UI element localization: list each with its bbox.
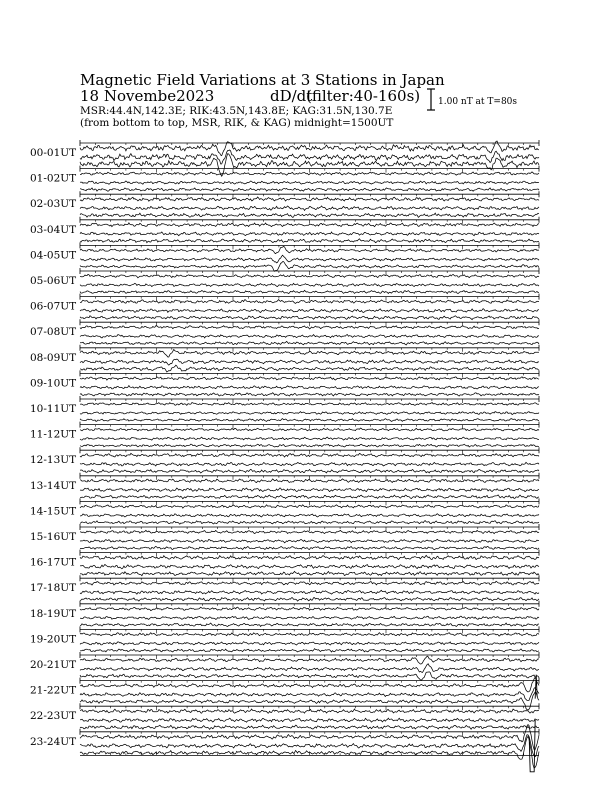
hour-rows [30, 140, 539, 772]
hour-row [30, 217, 539, 243]
hour-row [30, 345, 539, 372]
row-label: 09-10UT [30, 377, 77, 390]
chart-quantity: dD/dt [270, 87, 313, 105]
trace-msr [80, 469, 539, 473]
row-label: 23-24UT [30, 735, 77, 748]
chart-order-note: (from bottom to top, MSR, RIK, & KAG) midnight=1500UT [80, 117, 394, 129]
trace-msr [80, 262, 539, 272]
trace-rik [80, 412, 539, 415]
hour-row [30, 396, 539, 421]
trace-msr [80, 623, 539, 627]
trace-kag [80, 403, 539, 406]
trace-rik [80, 664, 539, 673]
row-label: 03-04UT [30, 223, 77, 236]
chart-filter: (filter:40-160s) [306, 87, 421, 105]
row-label: 15-16UT [30, 531, 77, 543]
trace-msr [80, 571, 539, 575]
hour-row [30, 242, 539, 271]
hour-row [30, 498, 539, 524]
row-label: 14-15UT [30, 505, 77, 518]
hour-row [30, 268, 539, 294]
trace-msr [80, 444, 539, 447]
row-label: 18-19UT [30, 607, 77, 620]
row-label: 06-07UT [30, 300, 77, 313]
hour-row [30, 294, 539, 320]
trace-msr [80, 239, 539, 243]
hour-row [30, 166, 539, 192]
trace-rik [80, 283, 539, 286]
trace-rik [80, 206, 539, 210]
chart-date: 18 Novembe2023 [80, 87, 215, 105]
row-label: 11-12UT [30, 428, 77, 441]
hour-row [30, 601, 539, 627]
hour-row [30, 652, 539, 680]
row-label: 22-23UT [30, 710, 77, 723]
hour-row [30, 626, 539, 652]
chart-header [80, 71, 517, 129]
trace-rik [80, 539, 539, 542]
trace-rik [80, 335, 539, 338]
trace-msr [80, 672, 539, 680]
hour-row [30, 725, 539, 768]
trace-rik [80, 181, 539, 184]
trace-msr [80, 290, 539, 293]
chart-stations: MSR:44.4N,142.3E; RIK:43.5N,143.8E; KAG:31.5N,130.7E [80, 105, 393, 117]
trace-rik [80, 437, 539, 440]
trace-msr [80, 495, 539, 499]
hour-row [30, 422, 539, 447]
row-label: 04-05UT [30, 249, 77, 262]
trace-rik [80, 514, 539, 517]
trace-rik [80, 590, 539, 594]
row-label: 20-21UT [30, 659, 77, 671]
trace-msr [80, 365, 539, 372]
scale-label: 1.00 nT at T=80s [438, 97, 518, 107]
trace-msr [80, 213, 539, 217]
scale-bar [427, 89, 517, 110]
row-label: 08-09UT [30, 351, 77, 364]
hour-row [30, 703, 539, 729]
trace-rik [80, 309, 539, 313]
hour-row [30, 370, 539, 396]
row-label: 13-14UT [30, 479, 77, 492]
trace-rik [80, 232, 539, 236]
trace-rik [80, 718, 539, 722]
row-label: 19-20UT [30, 633, 77, 646]
trace-rik [80, 642, 539, 645]
trace-msr [80, 419, 539, 422]
row-label: 07-08UT [30, 326, 77, 339]
row-label: 16-17UT [30, 556, 77, 569]
trace-rik [80, 462, 539, 466]
row-label: 00-01UT [30, 147, 77, 159]
trace-rik [80, 616, 539, 619]
trace-msr [80, 521, 539, 525]
trace-rik [80, 255, 539, 263]
trace-rik [80, 386, 539, 389]
row-label: 05-06UT [30, 275, 77, 287]
row-label: 02-03UT [30, 198, 77, 211]
trace-msr [80, 649, 539, 652]
trace-rik [80, 564, 539, 568]
trace-msr [80, 598, 539, 602]
row-label: 10-11UT [30, 403, 77, 415]
trace-rik [80, 488, 539, 492]
trace-msr [80, 188, 539, 191]
hour-row [30, 550, 539, 576]
hour-row [30, 575, 539, 601]
row-label: 17-18UT [30, 582, 77, 595]
trace-kag [80, 678, 539, 692]
trace-msr [80, 393, 539, 396]
row-label: 01-02UT [30, 172, 77, 185]
trace-msr [80, 725, 539, 729]
hour-row [30, 319, 539, 345]
row-label: 21-22UT [30, 684, 77, 697]
trace-rik [80, 688, 539, 701]
hour-row [30, 191, 539, 217]
trace-msr [80, 546, 539, 549]
trace-msr [80, 341, 539, 345]
hour-row [30, 473, 539, 499]
row-label: 12-13UT [30, 454, 77, 467]
hour-row [30, 447, 539, 473]
hour-row [30, 678, 539, 710]
trace-msr [80, 316, 539, 320]
trace-rik [80, 359, 539, 365]
trace-rik [80, 150, 539, 164]
hour-row [30, 524, 539, 550]
chart-title: Magnetic Field Variations at 3 Stations in Japan [80, 71, 445, 89]
